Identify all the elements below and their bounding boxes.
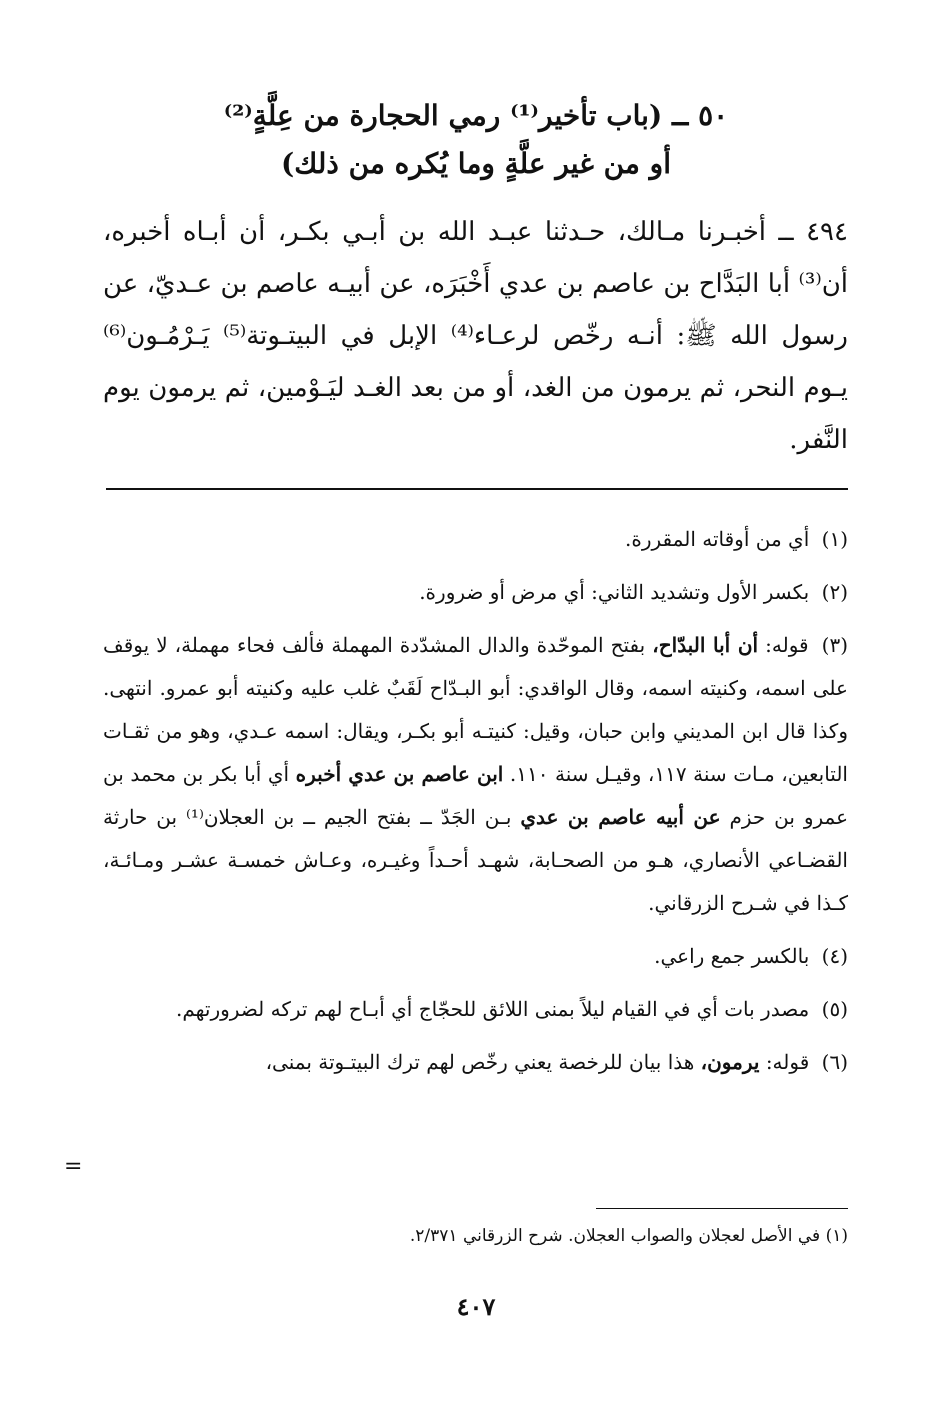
footnote-divider	[106, 488, 848, 490]
sub-footnote-number: (١)	[825, 1226, 848, 1246]
footnote-number: (٤)	[821, 944, 848, 968]
page-number: ٤٠٧	[456, 1292, 496, 1321]
chapter-heading-line-1: ٥٠ ــ (باب تأخير⁽¹⁾ رمي الحجارة من عِلَّةٍ⁽²⁾	[223, 99, 729, 132]
sub-footnote-text: في الأصل لعجلان والصواب العجلان. شرح الزرقاني ٢/٣٧١.	[409, 1226, 821, 1246]
footnote-2	[103, 571, 848, 614]
chapter-heading	[100, 92, 852, 188]
footnote-6	[103, 1041, 848, 1084]
subnote-divider	[596, 1208, 848, 1209]
footnote-number: (٦)	[821, 1050, 848, 1074]
footnote-5	[103, 988, 848, 1031]
footnote-quote: أن أبا البدّاح،	[652, 633, 759, 657]
footnote-lead: قوله:	[765, 1050, 810, 1074]
footnote-text: أي أبا بكر بن محمد بن عمرو بن حزم	[103, 762, 849, 829]
footnote-text: بفتح الموحّدة والدال المشدّدة المهملة فألف فحاء مهملة، لا يوقف على اسمه، وكنيته اسمه، وقال الواقدي: أبو البـدّاح لَقَبٌ غلب عليه وكنيته أبو عمرو. انتهى. وكذا قال ابن المديني وابن حبان، وقيل: كنيتـه أبو بكـر، ويقال: اسمه عـدي، وهو من ثقـات التابعين، مـات سنة ١١٧، وقيـل سنة ١١٠.	[103, 633, 848, 786]
footnote-quote: ابن عاصم بن عدي أخبره	[295, 762, 504, 786]
footnote-text: بـن الجَدّ ــ بفتح الجيم ــ بن العجلان⁽¹⁾ بن حارثة القضـاعي الأنصاري، هـو من الصحـابة، شهـد أحـداً وغيـره، وعـاش خمسـة عشـر ومـائـة، كـذا في شـرح الزرقاني.	[103, 805, 848, 915]
footnote-number: (٥)	[821, 997, 848, 1021]
footnote-1	[103, 518, 848, 561]
footnote-quote: عن أبيه عاصم بن عدي	[520, 805, 721, 829]
footnotes	[103, 518, 848, 1094]
chapter-heading-line-2: أو من غير علَّةٍ وما يُكره من ذلك)	[281, 147, 671, 180]
footnote-text: هذا بيان للرخصة يعني رخّص لهم ترك البيتـوتة بمنى،	[265, 1050, 695, 1074]
footnote-number: (٣)	[821, 633, 848, 657]
footnote-number: (٢)	[821, 580, 848, 604]
footnote-text: بالكسر جمع راعي.	[654, 944, 810, 968]
footnote-text: بكسر الأول وتشديد الثاني: أي مرض أو ضرورة.	[419, 580, 810, 604]
continuation-mark: =	[64, 1154, 83, 1179]
footnote-lead: قوله:	[765, 633, 809, 657]
sub-footnote	[103, 1221, 848, 1251]
footnote-3	[103, 624, 848, 925]
hadith-text: ٤٩٤ ــ أخبـرنا مـالك، حـدثنا عبـد الله بن أبـي بكـر، أن أبـاه أخبره، أن⁽³⁾ أبا البَدَّاح بن عاصم بن عدي أَخْبَرَه، عن أبيـه عاصم بن عـديّ، عن رسول الله ﷺ: أنـه رخّص لرعـاء⁽⁴⁾ الإبل في البيتـوتة⁽⁵⁾ يَـرْمُـون⁽⁶⁾ يـوم النحر، ثم يرمون من الغد، أو من بعد الغـد ليَـوْمين، ثم يرمون يوم النَّفر.	[103, 217, 849, 455]
footnote-number: (١)	[821, 527, 848, 551]
footnote-text: مصدر بات أي في القيام ليلاً بمنى اللائق للحجّاج أي أبـاح لهم تركه لضرورتهم.	[176, 997, 810, 1021]
footnote-4	[103, 935, 848, 978]
footnote-text: أي من أوقاته المقررة.	[625, 527, 810, 551]
footnote-quote: يرمون،	[700, 1050, 760, 1074]
